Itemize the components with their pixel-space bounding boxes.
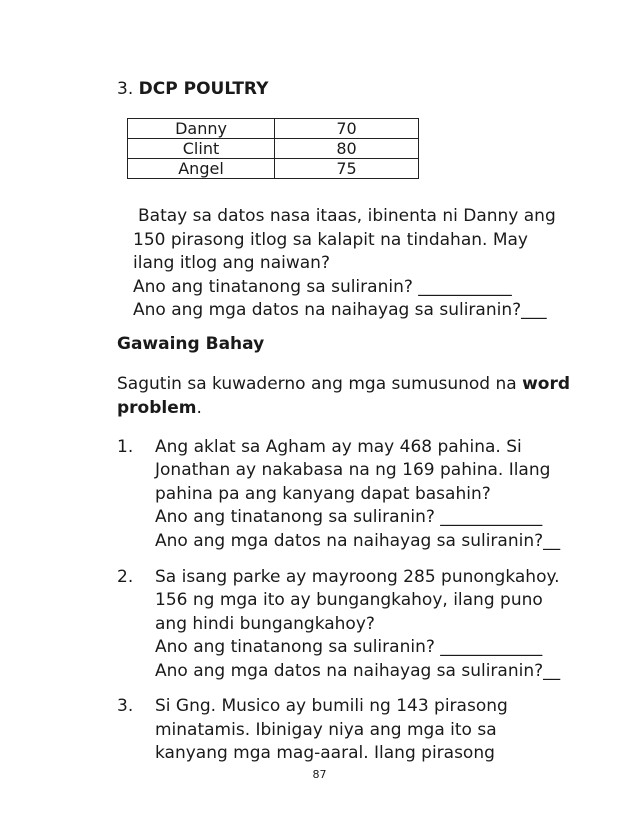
- section-title: DCP POULTRY: [138, 79, 269, 99]
- problem-line: Si Gng. Musico ay bumili ng 143 pirasong: [155, 696, 508, 716]
- instruction-line: [117, 373, 570, 397]
- table-cell-value: 80: [275, 139, 419, 159]
- problem-line: Ano ang tinatanong sa suliranin? ____________: [155, 507, 543, 527]
- section-heading: [117, 79, 268, 99]
- instruction-text: Sagutin sa kuwaderno ang mga sumusunod na: [117, 374, 523, 394]
- page-number: 87: [312, 768, 327, 781]
- instruction-period: .: [196, 398, 202, 418]
- problem-number: 2.: [117, 567, 134, 587]
- table-cell-name: Danny: [128, 119, 275, 139]
- paragraph-line: Batay sa datos nasa itaas, ibinenta ni Danny ang: [138, 206, 556, 226]
- problem-line: Sa isang parke ay mayroong 285 punongkahoy.: [155, 567, 560, 587]
- instruction-bold-word: word: [522, 374, 571, 394]
- problem-number: 3.: [117, 696, 134, 716]
- paragraph-line: 150 pirasong itlog sa kalapit na tindahan. May: [133, 230, 528, 250]
- problem-line: pahina pa ang kanyang dapat basahin?: [155, 484, 491, 504]
- homework-title-text: Gawaing Bahay: [117, 334, 265, 354]
- table-row: [128, 139, 419, 159]
- table-row: [128, 159, 419, 179]
- table-row: [128, 119, 419, 139]
- problem-line: Ano ang mga datos na naihayag sa suliranin?__: [155, 531, 561, 551]
- problem-line: minatamis. Ibinigay niya ang mga ito sa: [155, 720, 497, 740]
- paragraph-line: Ano ang mga datos na naihayag sa suliranin?___: [133, 300, 547, 320]
- problem-line: Ano ang tinatanong sa suliranin? ____________: [155, 637, 543, 657]
- problem-line: 156 ng mga ito ay bungangkahoy, ilang puno: [155, 590, 543, 610]
- instruction-line: [117, 397, 202, 421]
- problem-line: Ang aklat sa Agham ay may 468 pahina. Si: [155, 437, 522, 457]
- homework-title: [117, 334, 264, 354]
- table-cell-value: 75: [275, 159, 419, 179]
- table-cell-name: Angel: [128, 159, 275, 179]
- problem-line: Jonathan ay nakabasa na ng 169 pahina. Ilang: [155, 460, 551, 480]
- problem-line: kanyang mga mag-aaral. Ilang pirasong: [155, 743, 495, 763]
- paragraph-line: ilang itlog ang naiwan?: [133, 253, 330, 273]
- instruction-bold-problem: problem: [117, 398, 197, 418]
- problem-line: ang hindi bungangkahoy?: [155, 614, 375, 634]
- problem-line: Ano ang mga datos na naihayag sa suliranin?__: [155, 661, 561, 681]
- poultry-table: [127, 118, 419, 179]
- paragraph-line: Ano ang tinatanong sa suliranin? ___________: [133, 277, 512, 297]
- section-number: 3.: [117, 79, 134, 99]
- problem-number: 1.: [117, 437, 134, 457]
- table-cell-name: Clint: [128, 139, 275, 159]
- table-cell-value: 70: [275, 119, 419, 139]
